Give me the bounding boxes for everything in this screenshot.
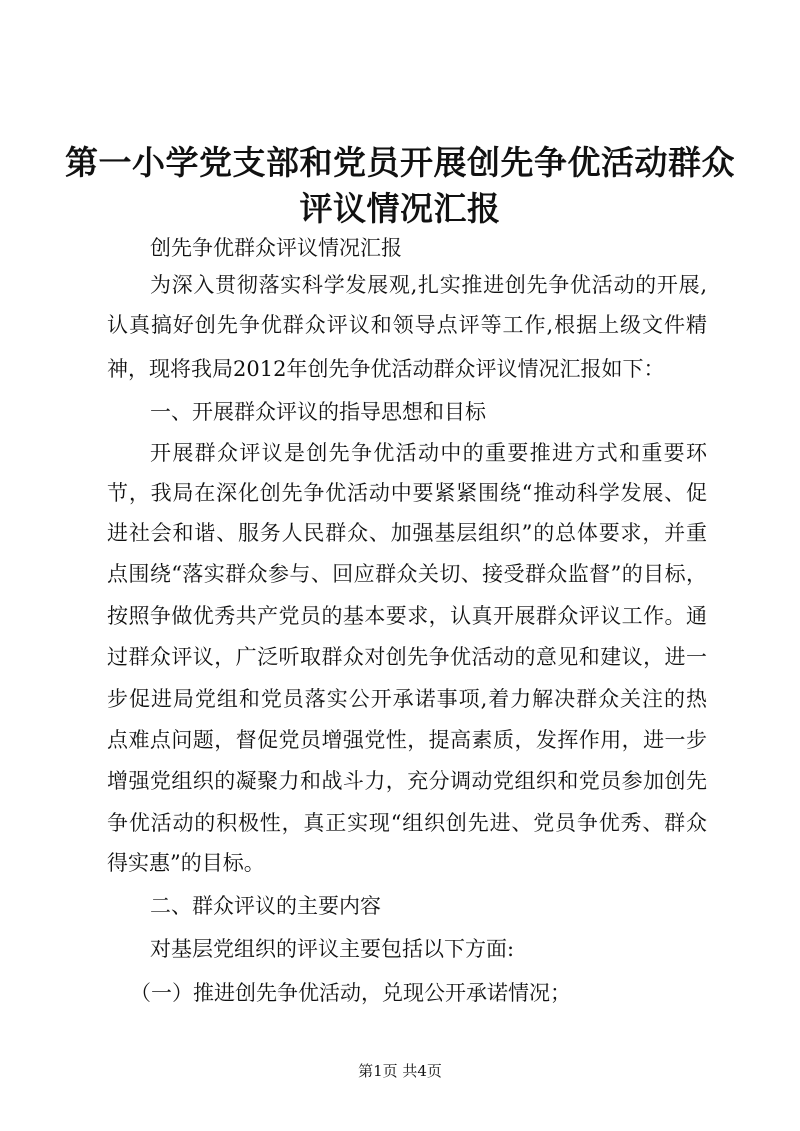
paragraph-line: 开展群众评议是创先争优活动中的重要推进方式和重要环: [150, 441, 707, 465]
paragraph-line: 节，我局在深化创先争优活动中要紧紧围绕“推动科学发展、促: [107, 481, 707, 505]
paragraph-line: 步促进局党组和党员落实公开承诺事项,着力解决群众关注的热: [107, 687, 707, 711]
page-footer: 第1页 共4页: [358, 1062, 442, 1080]
paragraph-line: 为深入贯彻落实科学发展观,扎实推进创先争优活动的开展,: [150, 273, 707, 297]
section-heading: 二、群众评议的主要内容: [150, 894, 381, 918]
paragraph-line: 点难点问题，督促党员增强党性，提高素质，发挥作用，进一步: [107, 728, 707, 752]
paragraph-line: 认真搞好创先争优群众评议和领导点评等工作,根据上级文件精: [107, 313, 707, 337]
section-heading: 一、开展群众评议的指导思想和目标: [150, 400, 486, 424]
paragraph-line: 点围绕“落实群众参与、回应群众关切、接受群众监督”的目标，: [107, 562, 707, 586]
paragraph-line: 增强党组织的凝聚力和战斗力，充分调动党组织和党员参加创先: [107, 769, 707, 793]
paragraph-line: 对基层党组织的评议主要包括以下方面:: [150, 937, 515, 961]
document-title-line-2: 评议情况汇报: [299, 189, 501, 228]
paragraph-line: 争优活动的积极性，真正实现“组织创先进、党员争优秀、群众: [107, 811, 707, 835]
document-title-line-1: 第一小学党支部和党员开展创先争优活动群众: [65, 143, 735, 182]
paragraph-line: 过群众评议，广泛听取群众对创先争优活动的意见和建议，进一: [107, 645, 707, 669]
paragraph-line: 进社会和谐、服务人民群众、加强基层组织”的总体要求，并重: [107, 521, 707, 545]
paragraph-line: 神，现将我局2012年创先争优活动群众评议情况汇报如下：: [107, 357, 665, 381]
document-subtitle: 创先争优群众评议情况汇报: [150, 236, 402, 260]
paragraph-line: 得实惠”的目标。: [107, 851, 265, 875]
list-item: （一）推进创先争优活动，兑现公开承诺情况；: [130, 981, 571, 1005]
paragraph-line: 按照争做优秀共产党员的基本要求，认真开展群众评议工作。通: [107, 604, 707, 628]
